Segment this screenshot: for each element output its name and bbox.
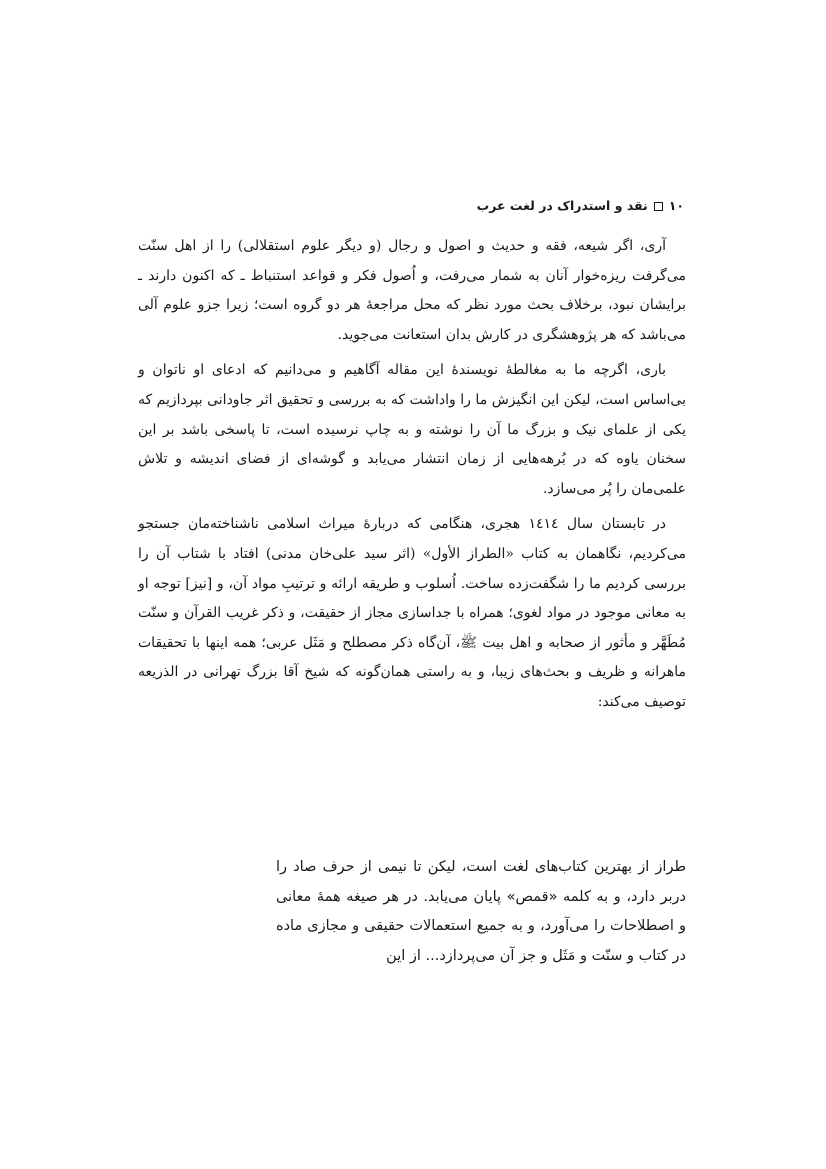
paragraph-1: آری، اگر شیعه، فقه و حدیث و اصول و رجال (و دیگر علوم استقلالی) را از اهل سنّت می‌گرفت ریزه‌خوار آنان به شمار می‌رفت، و اُصول فکر و قواعد استنباط ـ که اکنون دارند ـ برایشان نبود، برخلاف بحث مورد نظر که محل مراجعهٔ هر دو گروه است؛ زیرا جزو علوم آلی می‌باشد که هر پژوهشگری در کارش بدان استعانت می‌جوید. <box>138 238 686 343</box>
square-bullet-icon <box>654 202 663 211</box>
running-header <box>477 197 684 215</box>
page-number: ١٠ <box>668 198 684 213</box>
quote-text: طراز از بهترین کتاب‌های لغت است، لیکن تا نیمی از حرف صاد را دربر دارد، و به کلمه «قمص» پایان می‌یابد. در هر صیغه همهٔ معانی و اصطلاحات را می‌آورد، و به جمیع استعمالات حقیقی و مجازی ماده در کتاب و سنّت و مَثَل و جز آن می‌پردازد... از این <box>276 859 686 964</box>
book-title: نقد و استدراک در لغت عرب <box>476 198 648 213</box>
paragraph-3: در تابستان سال ١٤١٤ هجری، هنگامی که دربارهٔ میراث اسلامی ناشناخته‌مان جستجو می‌کردیم، نگاهمان به کتاب «الطراز الأول» (اثر سید علی‌خان مدنی) افتاد با شتاب آن را بررسی کردیم ما را شگفت‌زده ساخت. اُسلوب و طریقه ارائه و ترتیبِ مواد آن، و [نیز] توجه او به معانی موجود در مواد لغوی؛ همراه با جداسازی مجاز از حقیقت، و ذکر غریب القرآن و سنّت مُطَهَّر و مأثور از صحابه و اهل بیت ﷺ، آن‌گاه ذکر مصطلح و مَثَل عربی؛ همه اینها با تحقیقات ماهرانه و ظریف و بحث‌های زیبا، و به راستی همان‌گونه که شیخ آقا بزرگ تهرانی در الذریعه توصیف می‌کند: <box>138 516 686 710</box>
paragraph-2: باری، اگرچه ما به مغالطهٔ نویسندهٔ این مقاله آگاهیم و می‌دانیم که ادعای او ناتوان و بی‌اساس است، لیکن این انگیزش ما را واداشت که به بررسی و تحقیق اثر جاودانی بپردازیم که یکی از علمای نیک و بزرگ ما آن را نوشته و به چاپ نرسیده است، تا پاسخی باشد بر این سخنان یاوه که در بُرهه‌هایی از زمان انتشار می‌یابد و گوشه‌ای از فضای اندیشه و تلاش علمی‌مان را پُر می‌سازد. <box>138 362 686 497</box>
body-text <box>138 232 686 724</box>
block-quote <box>276 853 686 971</box>
